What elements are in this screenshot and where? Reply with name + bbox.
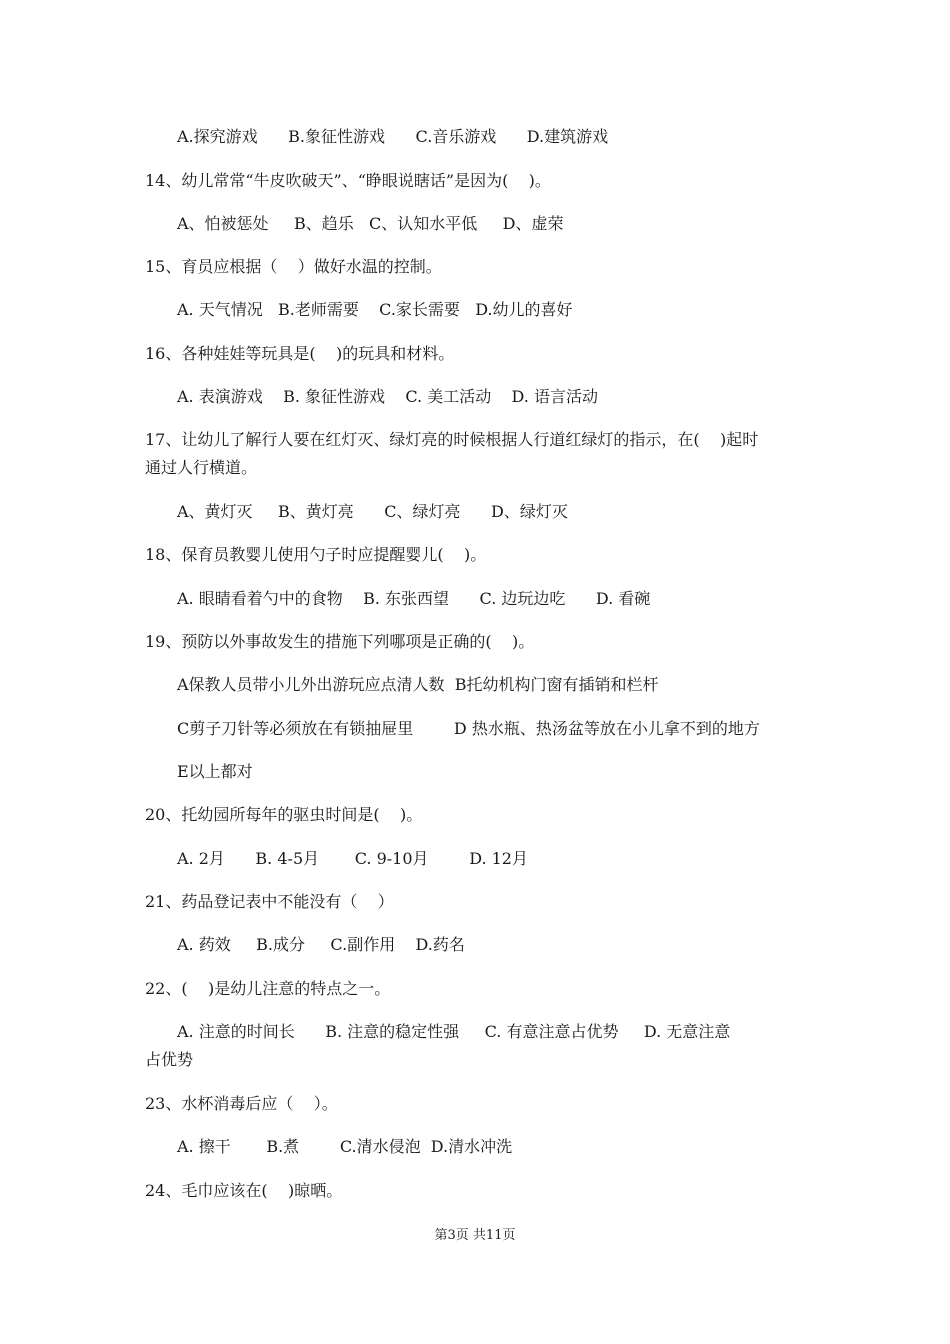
- q14-options: A、怕被惩处 B、趋乐 C、认知水平低 D、虚荣: [177, 214, 564, 233]
- question-21: 21、药品登记表中不能没有（ ）: [145, 892, 394, 911]
- question-20: 20、托幼园所每年的驱虫时间是( )。: [145, 805, 423, 824]
- q23-options: A. 擦干 B.煮 C.清水侵泡 D.清水冲洗: [177, 1137, 513, 1156]
- question-17: 17、让幼儿了解行人要在红灯灭、绿灯亮的时候根据人行道红绿灯的指示，在( )起时: [145, 430, 759, 449]
- q15-options: A. 天气情况 B.老师需要 C.家长需要 D.幼儿的喜好: [177, 300, 573, 319]
- q17-options: A、黄灯灭 B、黄灯亮 C、绿灯亮 D、绿灯灭: [177, 502, 568, 521]
- q19-options-ab: A保教人员带小儿外出游玩应点清人数 B托幼机构门窗有插销和栏杆: [177, 675, 659, 694]
- question-24: 24、毛巾应该在( )晾晒。: [145, 1181, 343, 1200]
- q22-options-continued: 占优势: [145, 1050, 194, 1069]
- q22-options: A. 注意的时间长 B. 注意的稳定性强 C. 有意注意占优势 D. 无意注意: [177, 1022, 731, 1041]
- q13-options: A.探究游戏 B.象征性游戏 C.音乐游戏 D.建筑游戏: [177, 127, 609, 146]
- question-17-continued: 通过人行横道。: [145, 458, 258, 477]
- question-14: 14、幼儿常常“牛皮吹破天”、“睁眼说瞎话”是因为( )。: [145, 171, 551, 190]
- question-16: 16、各种娃娃等玩具是( )的玩具和材料。: [145, 344, 455, 363]
- q18-options: A. 眼睛看着勺中的食物 B. 东张西望 C. 边玩边吃 D. 看碗: [177, 589, 651, 608]
- q16-options: A. 表演游戏 B. 象征性游戏 C. 美工活动 D. 语言活动: [177, 387, 598, 406]
- question-18: 18、保育员教婴儿使用勺子时应提醒婴儿( )。: [145, 545, 487, 564]
- question-15: 15、育员应根据（ ）做好水温的控制。: [145, 257, 442, 276]
- question-23: 23、水杯消毒后应（ ）。: [145, 1094, 338, 1113]
- q20-options: A. 2月 B. 4-5月 C. 9-10月 D. 12月: [177, 849, 528, 868]
- q19-option-e: E以上都对: [177, 762, 253, 781]
- q19-options-cd: C剪子刀针等必须放在有锁抽屉里 D 热水瓶、热汤盆等放在小儿拿不到的地方: [177, 719, 760, 738]
- q21-options: A. 药效 B.成分 C.副作用 D.药名: [177, 935, 465, 954]
- question-22: 22、( )是幼儿注意的特点之一。: [145, 979, 391, 998]
- page-footer: 第3页 共11页: [434, 1228, 516, 1243]
- question-19: 19、预防以外事故发生的措施下列哪项是正确的( )。: [145, 632, 535, 651]
